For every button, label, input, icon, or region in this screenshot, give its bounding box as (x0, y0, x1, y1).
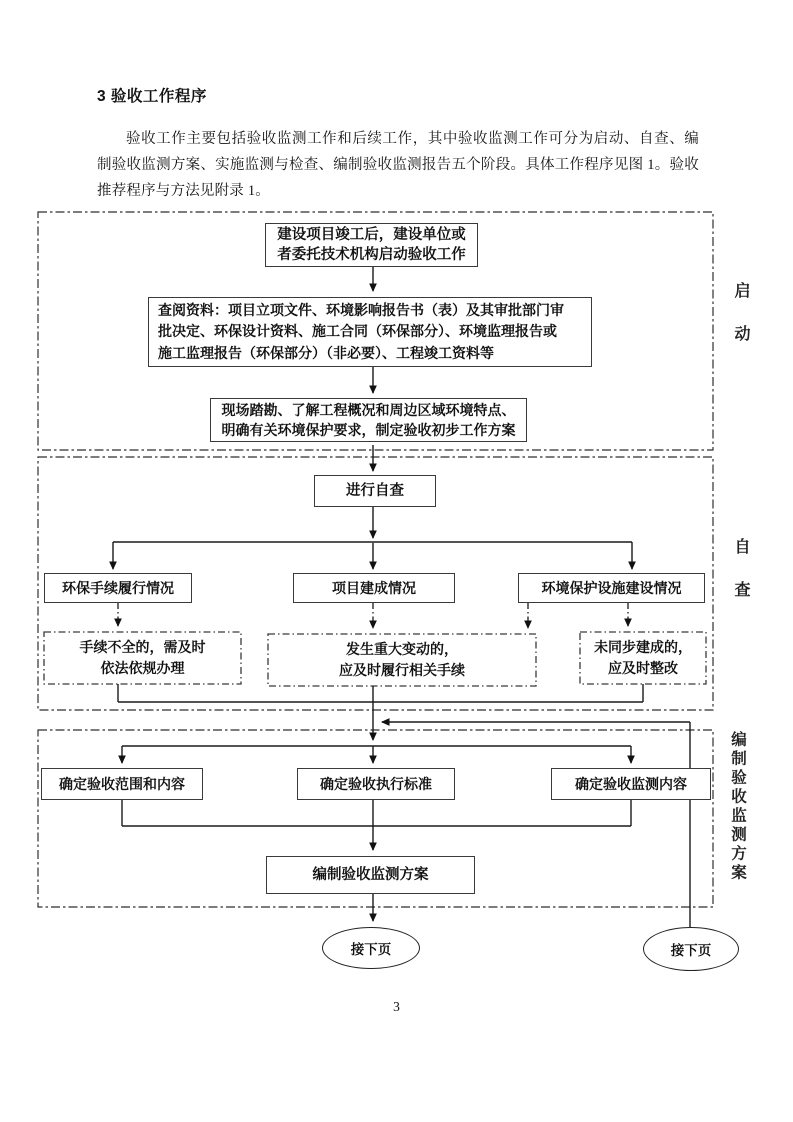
standards-node (297, 768, 455, 800)
section-heading: 3 验收工作程序 (97, 88, 207, 105)
facilities-node-label: 环境保护设施建设情况 (541, 580, 682, 596)
scope-node-label: 确定验收范围和内容 (59, 776, 185, 792)
monitoring-node (551, 768, 711, 800)
start-node-line: 建设项目竣工后，建设单位或 (277, 227, 466, 243)
construction-node-label: 项目建成情况 (332, 580, 416, 596)
intro-paragraph: 验收工作主要包括验收监测工作和后续工作，其中验收监测工作可分为启动、自查、编制验收监测方案、实施监测与检查、编制验收监测报告五个阶段。具体工作程序见图 1。验收推荐程序与方法见附录 1。 (97, 131, 699, 199)
next-page-left-terminator (322, 927, 420, 969)
start-node (265, 223, 478, 267)
materials-node-line: 查阅资料：项目立项文件、环境影响报告书（表）及其审批部门审 (158, 301, 564, 318)
survey-node-line: 现场踏勘、了解工程概况和周边区域环境特点、 (221, 402, 516, 418)
facilities-node (518, 573, 705, 603)
construction-node (293, 573, 455, 603)
scope-node (41, 768, 203, 800)
major-change-node (268, 634, 536, 686)
selfcheck-node-label: 进行自查 (346, 483, 404, 499)
next-page-right-label: 接下页 (670, 943, 712, 958)
not-synced-node (580, 632, 706, 684)
materials-node-line: 施工监理报告（环保部分）（非必要）、工程竣工资料等 (158, 344, 494, 361)
incomplete-node (44, 632, 241, 684)
procedures-node (44, 573, 192, 603)
monitoring-node-label: 确定验收监测内容 (575, 776, 687, 792)
plan-node-label: 编制验收监测方案 (312, 867, 429, 883)
survey-node (210, 398, 527, 442)
major-change-node-line: 应及时履行相关手续 (339, 662, 465, 678)
not-synced-node-line: 应及时整改 (608, 660, 678, 676)
survey-node-line: 明确有关环境保护要求，制定验收初步工作方案 (221, 422, 516, 438)
selfcheck-node (314, 475, 436, 507)
materials-node-line: 批决定、环保设计资料、施工合同（环保部分）、环境监理报告或 (158, 323, 557, 340)
page-number: 3 (393, 999, 400, 1014)
not-synced-node-line: 未同步建成的， (594, 639, 692, 655)
major-change-node-line: 发生重大变动的， (346, 641, 458, 657)
phase-label-selfcheck: 自查 (732, 538, 749, 624)
procedures-node-label: 环保手续履行情况 (62, 580, 174, 596)
incomplete-node-line: 依法依规办理 (100, 660, 185, 676)
next-page-right-terminator (643, 927, 739, 971)
start-node-line: 者委托技术机构启动验收工作 (277, 247, 466, 263)
phase-label-plan: 编制验收监测方案 (729, 731, 746, 883)
phase-label-start: 启动 (732, 282, 749, 368)
incomplete-node-line: 手续不全的，需及时 (79, 639, 206, 655)
next-page-left-label: 接下页 (350, 942, 392, 957)
materials-node (148, 297, 592, 367)
standards-node-label: 确定验收执行标准 (320, 776, 432, 792)
plan-node (266, 856, 475, 894)
